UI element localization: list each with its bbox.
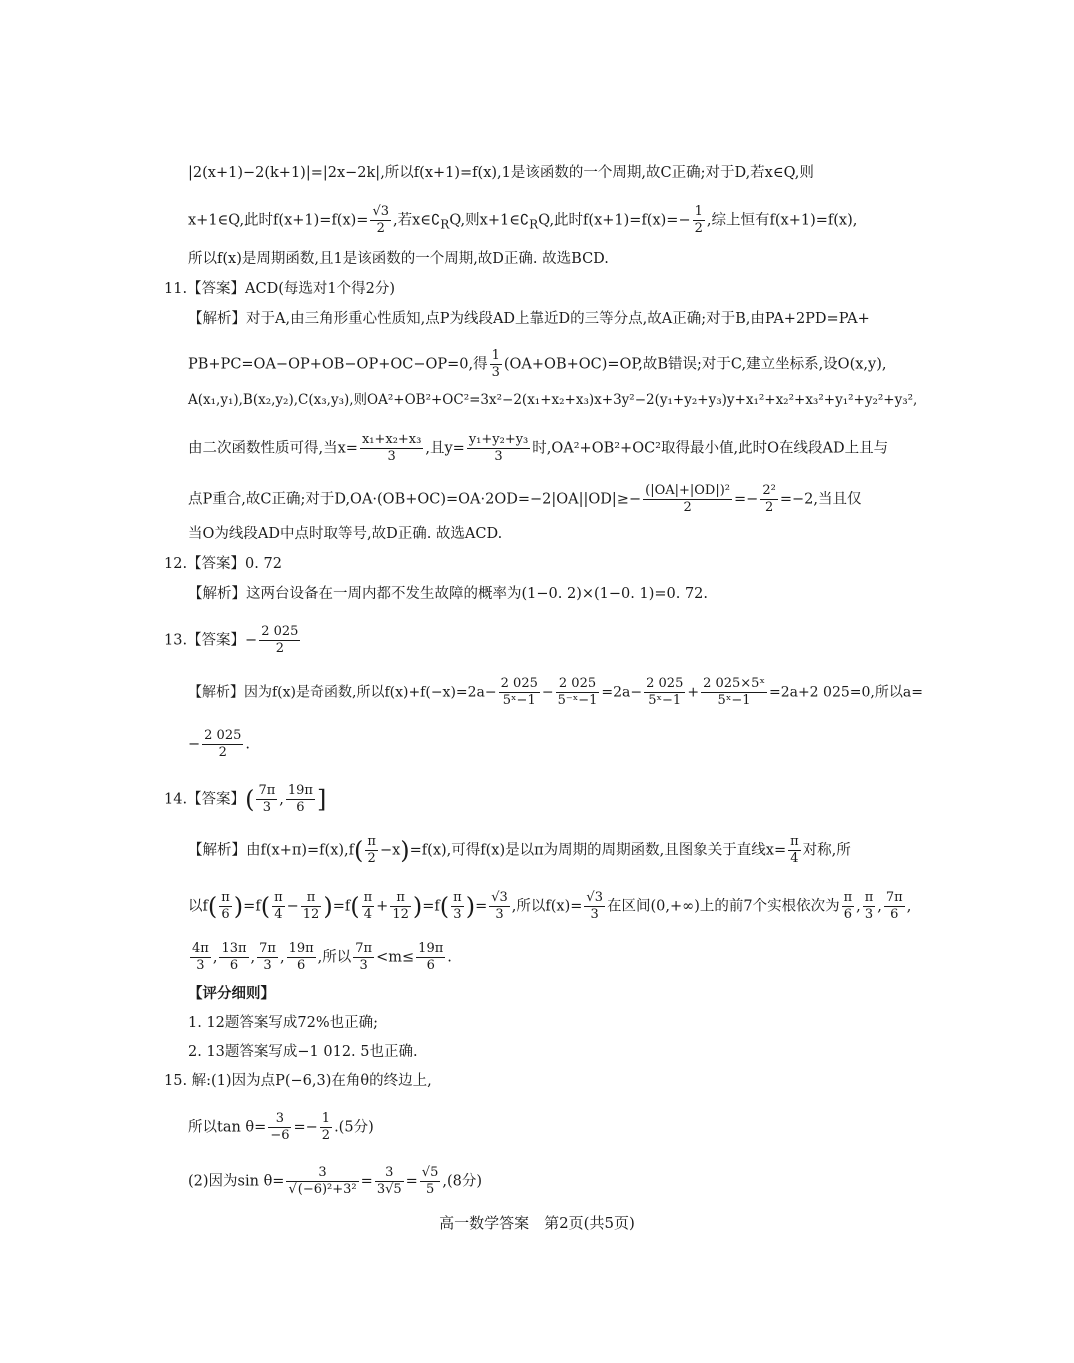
q15-line-1: 15. 解:(1)因为点P(−6,3)在角θ的终边上, (164, 1073, 432, 1089)
scoring-item-1: 1. 12题答案写成72%也正确; (188, 1015, 379, 1031)
q11-analysis-6: 当O为线段AD中点时取等号,故D正确. 故选ACD. (188, 526, 503, 542)
q11-analysis-3: A(x₁,y₁),B(x₂,y₂),C(x₃,y₃),则OA²+OB²+OC²=3x²−2(x₁+x₂+x₃)x+3y²−2(y₁+y₂+y₃)y+x₁²+x₂²+x₃²+y₁²+y₂²+y₃², (188, 392, 918, 408)
page-footer: 高一数学答案 第2页(共5页) (439, 1214, 635, 1232)
q14-analysis-1: 【解析】由f(x+π)=f(x),f( $\frac{\pi}{2}$ −x)=f(x),可得f(x)是以π为周期的周期函数,且图象关于直线x= $\frac{\pi}{4}$ 对称,所 (188, 834, 851, 866)
q11-answer: 11.【答案】ACD(每选对1个得2分) (164, 281, 396, 297)
q14-analysis-3: $\frac{4\pi}{3}$ , $\frac{13\pi}{6}$ , $\frac{7\pi}{3}$ , $\frac{19\pi}{6}$ ,所以 $\frac{7\pi}{3}$ <m≤ $\frac{19\pi}{6}$ . (192, 941, 452, 973)
continued-line-2: x+1∈Q,此时f(x+1)=f(x)= $\frac{√3}{2}$ ,若$x\in∁_RQ$,则$x+1\in∁_RQ$,此时f(x+1)=f(x)=− $\frac{1}{2}$ ,综上恒有f(x+1)=f(x), (188, 204, 858, 236)
continued-line-1: |2(x+1)−2(k+1)|=|2x−2k|,所以f(x+1)=f(x),1是该函数的一个周期,故C正确;对于D,若x∈Q,则 (188, 165, 814, 181)
q11-analysis-2: PB+PC=OA−OP+OB−OP+OC−OP=0,得 $\frac{1}{3}$ (OA+OB+OC)=OP,故B错误;对于C,建立坐标系,设O(x,y), (188, 348, 887, 380)
q13-analysis-1: 【解析】因为f(x)是奇函数,所以f(x)+f(−x)=2a− $\frac{2 025}{\text{5ˣ−1}}$ − $\frac{2 025}{\text{5⁻ˣ−1}}$ =2a− $\frac{2 025}{\text{5ˣ−1}}$ + $\frac{\text{2 025×5ˣ}}{\text{5ˣ−1}}$ =2a+2 025=0,所以a= (188, 676, 923, 708)
q11-analysis-4: 由二次函数性质可得,当x= $\frac{\text{x₁+x₂+x₃}}{3}$ ,且y= $\frac{\text{y₁+y₂+y₃}}{3}$ 时,OA²+OB²+OC²取得最小值,此时O在线段AD上且与 (188, 432, 889, 464)
q14-answer: 14.【答案】( $\frac{7\pi}{3}$ , $\frac{19\pi}{6}$ ] (164, 783, 327, 815)
q15-line-2: 所以tan θ= $\frac{3}{-6}$ =− $\frac{1}{2}$ .(5分) (188, 1111, 374, 1143)
q11-analysis-1: 【解析】对于A,由三角形重心性质知,点P为线段AD上靠近D的三等分点,故A正确;对于B,由PA+2PD=PA+ (188, 311, 870, 327)
q15-line-3: (2)因为sin θ= $\frac{3}{\text{√(−6)²+3²}}$ = $\frac{3}{3√5}$ = $\frac{√5}{5}$ ,(8分) (188, 1165, 483, 1197)
q12-analysis: 【解析】这两台设备在一周内都不发生故障的概率为(1−0. 2)×(1−0. 1)=0. 72. (188, 586, 709, 602)
scoring-item-2: 2. 13题答案写成−1 012. 5也正确. (188, 1044, 418, 1060)
scoring-title: 【评分细则】 (188, 985, 275, 1002)
q14-analysis-2: 以f( $\frac{\pi}{6}$ )=f( $\frac{\pi}{4}$ − $\frac{\pi}{12}$ )=f( $\frac{\pi}{4}$ + $\frac{\pi}{12}$ )=f( $\frac{\pi}{3}$ )= $\frac{√3}{3}$ ,所以f(x)= $\frac{√3}{3}$ 在区间(0,+∞)上的前7个实根依次为 $\frac{\pi}{6}$ , $\frac{\pi}{3}$ , $\frac{7\pi}{6}$ , (188, 890, 912, 922)
q12-answer: 12.【答案】0. 72 (164, 556, 282, 572)
q13-analysis-2: − $\frac{2 025}{2}$ . (188, 728, 250, 760)
q11-analysis-5: 点P重合,故C正确;对于D,OA·(OB+OC)=OA·2OD=−2|OA||OD|≥− $\frac{\text{(|OA|+|OD|)²}}{2}$ =− $\frac{\text{2²}}{2}$ =−2,当且仅 (188, 483, 862, 515)
q13-answer: 13.【答案】− $\frac{2 025}{2}$ (164, 624, 299, 656)
continued-line-3: 所以f(x)是周期函数,且1是该函数的一个周期,故D正确. 故选BCD. (188, 251, 609, 267)
